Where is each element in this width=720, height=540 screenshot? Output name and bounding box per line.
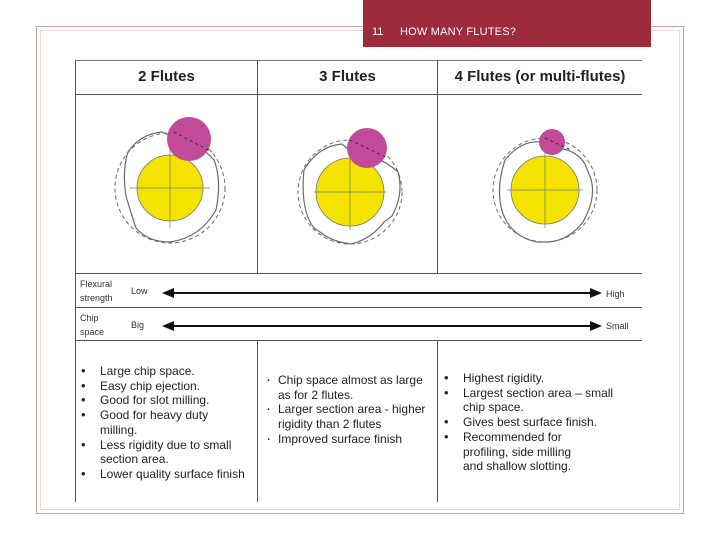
chip-big-label: Big — [131, 320, 145, 330]
bullet-item: • Less rigidity due to small — [78, 438, 256, 453]
bullet-continuation: milling. — [100, 422, 138, 437]
bullets-divider — [75, 340, 642, 341]
chip-space-label — [80, 311, 104, 339]
flexural-strength-label — [80, 277, 113, 305]
flexural-label-line1: Flexural — [80, 279, 113, 289]
heading-2-flutes: 2 Flutes — [138, 68, 195, 85]
bullet-continuation: profiling, side milling — [463, 444, 572, 459]
title-bar — [363, 0, 651, 47]
flexural-arrow — [162, 287, 602, 299]
bullet-item: • Largest section area – small — [441, 386, 639, 401]
bullet-item: • Recommended for — [441, 430, 639, 445]
bullet-item: · Improved surface finish — [262, 432, 438, 447]
bullet-continuation: and shallow slotting. — [463, 459, 572, 474]
chip-space-arrow — [162, 320, 602, 332]
column-divider-1-lower — [257, 340, 258, 502]
bullet-item: • Highest rigidity. — [441, 371, 639, 386]
bullet-item: · Larger section area - higher — [262, 402, 438, 417]
header-divider — [75, 94, 642, 95]
slide-title: HOW MANY FLUTES? — [400, 26, 517, 38]
diagram-divider — [75, 273, 642, 274]
slide-number: 11 — [372, 26, 384, 38]
chip-small-label: Small — [606, 321, 629, 331]
scale-divider — [75, 307, 642, 308]
four-flute-cross-section — [475, 118, 615, 270]
heading-3-flutes: 3 Flutes — [319, 68, 376, 85]
heading-4-flutes: 4 Flutes (or multi-flutes) — [454, 68, 626, 85]
three-flutes-bullets — [262, 373, 438, 447]
three-flute-cross-section — [280, 110, 420, 270]
bullet-item: • Good for slot milling. — [78, 393, 256, 408]
chip-label-line1: Chip — [80, 313, 99, 323]
bullet-continuation: as for 2 flutes. — [278, 387, 354, 402]
two-flute-cross-section — [100, 100, 240, 270]
bullet-item: • Easy chip ejection. — [78, 379, 256, 394]
column-divider-1 — [257, 60, 258, 274]
table-left-border — [75, 60, 76, 502]
table-top-border — [75, 60, 642, 61]
bullet-item: • Gives best surface finish. — [441, 415, 639, 430]
bullet-item: • Lower quality surface finish — [78, 467, 256, 482]
bullet-item: • Good for heavy duty — [78, 408, 256, 423]
bullet-item: · Chip space almost as large — [262, 373, 438, 388]
bullet-continuation: chip space. — [463, 400, 524, 415]
bullet-item: • Large chip space. — [78, 364, 256, 379]
flexural-high-label: High — [606, 289, 625, 299]
column-divider-2 — [437, 60, 438, 274]
four-flutes-bullets — [441, 371, 639, 474]
chip-label-line2: space — [80, 327, 105, 337]
flexural-low-label: Low — [131, 286, 148, 296]
bullet-continuation: rigidity than 2 flutes — [278, 417, 382, 432]
flexural-label-line2-text: strength — [80, 293, 113, 303]
bullet-continuation: section area. — [100, 452, 169, 467]
two-flutes-bullets — [78, 364, 256, 482]
